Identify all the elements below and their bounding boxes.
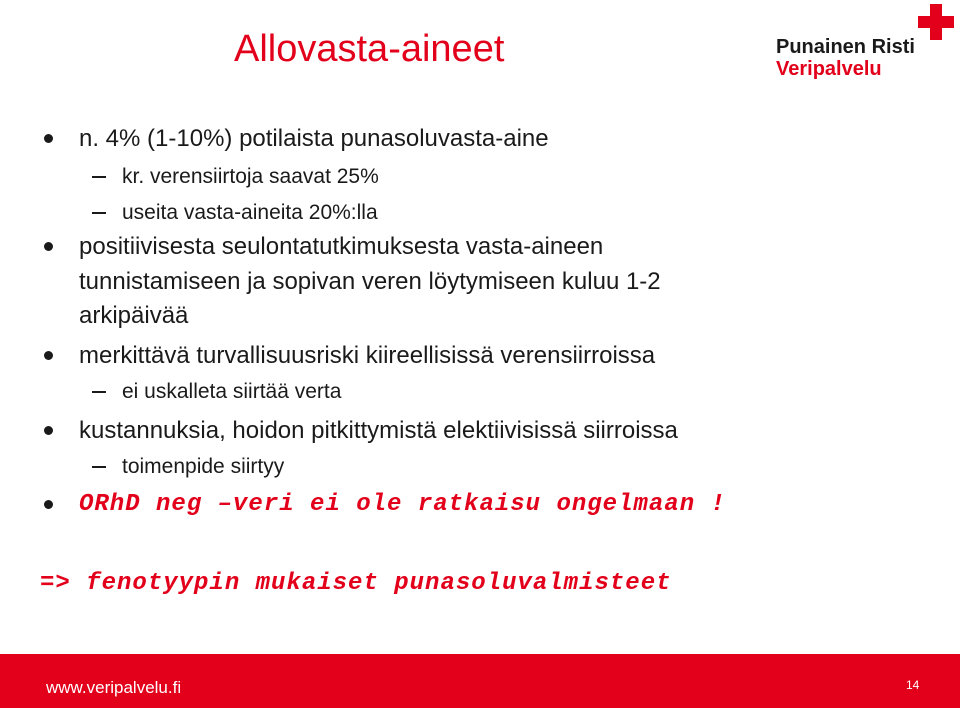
conclusion-text: => fenotyypin mukaiset punasoluvalmisteet (40, 570, 672, 597)
bullet-text: merkittävä turvallisuusriski kiireellisissä verensiirroissa (79, 342, 656, 369)
bullet-icon (44, 134, 53, 143)
red-cross-icon (918, 4, 954, 40)
bullet-text-cont: tunnistamiseen ja sopivan veren löytymiseen kuluu 1-2 (79, 268, 661, 295)
bullet-icon (44, 242, 53, 251)
sub-bullet-text: toimenpide siirtyy (122, 455, 285, 478)
slide-title: Allovasta-aineet (234, 28, 505, 70)
dash-icon (92, 176, 106, 178)
logo-line1: Punainen Risti (776, 36, 915, 58)
bullet-text-cont: arkipäivää (79, 302, 189, 329)
bullet-text: positiivisesta seulontatutkimuksesta vasta-aineen (79, 233, 604, 260)
emphasis-bullet-text: ORhD neg –veri ei ole ratkaisu ongelmaan ! (79, 491, 726, 518)
sub-bullet-text: kr. verensiirtoja saavat 25% (122, 165, 379, 188)
bullet-icon (44, 500, 53, 509)
bullet-text: n. 4% (1-10%) potilaista punasoluvasta-aine (79, 125, 549, 152)
dash-icon (92, 212, 106, 214)
logo (776, 2, 960, 86)
sub-bullet-text: useita vasta-aineita 20%:lla (122, 201, 378, 224)
bullet-icon (44, 351, 53, 360)
dash-icon (92, 466, 106, 468)
bullet-text: kustannuksia, hoidon pitkittymistä elektiivisissä siirroissa (79, 417, 678, 444)
footer-url[interactable]: www.veripalvelu.fi (46, 678, 182, 697)
sub-bullet-text: ei uskalleta siirtää verta (122, 380, 342, 403)
page-number: 14 (906, 678, 920, 692)
bullet-icon (44, 426, 53, 435)
footer-bar (0, 654, 960, 708)
dash-icon (92, 391, 106, 393)
logo-line2: Veripalvelu (776, 58, 882, 80)
